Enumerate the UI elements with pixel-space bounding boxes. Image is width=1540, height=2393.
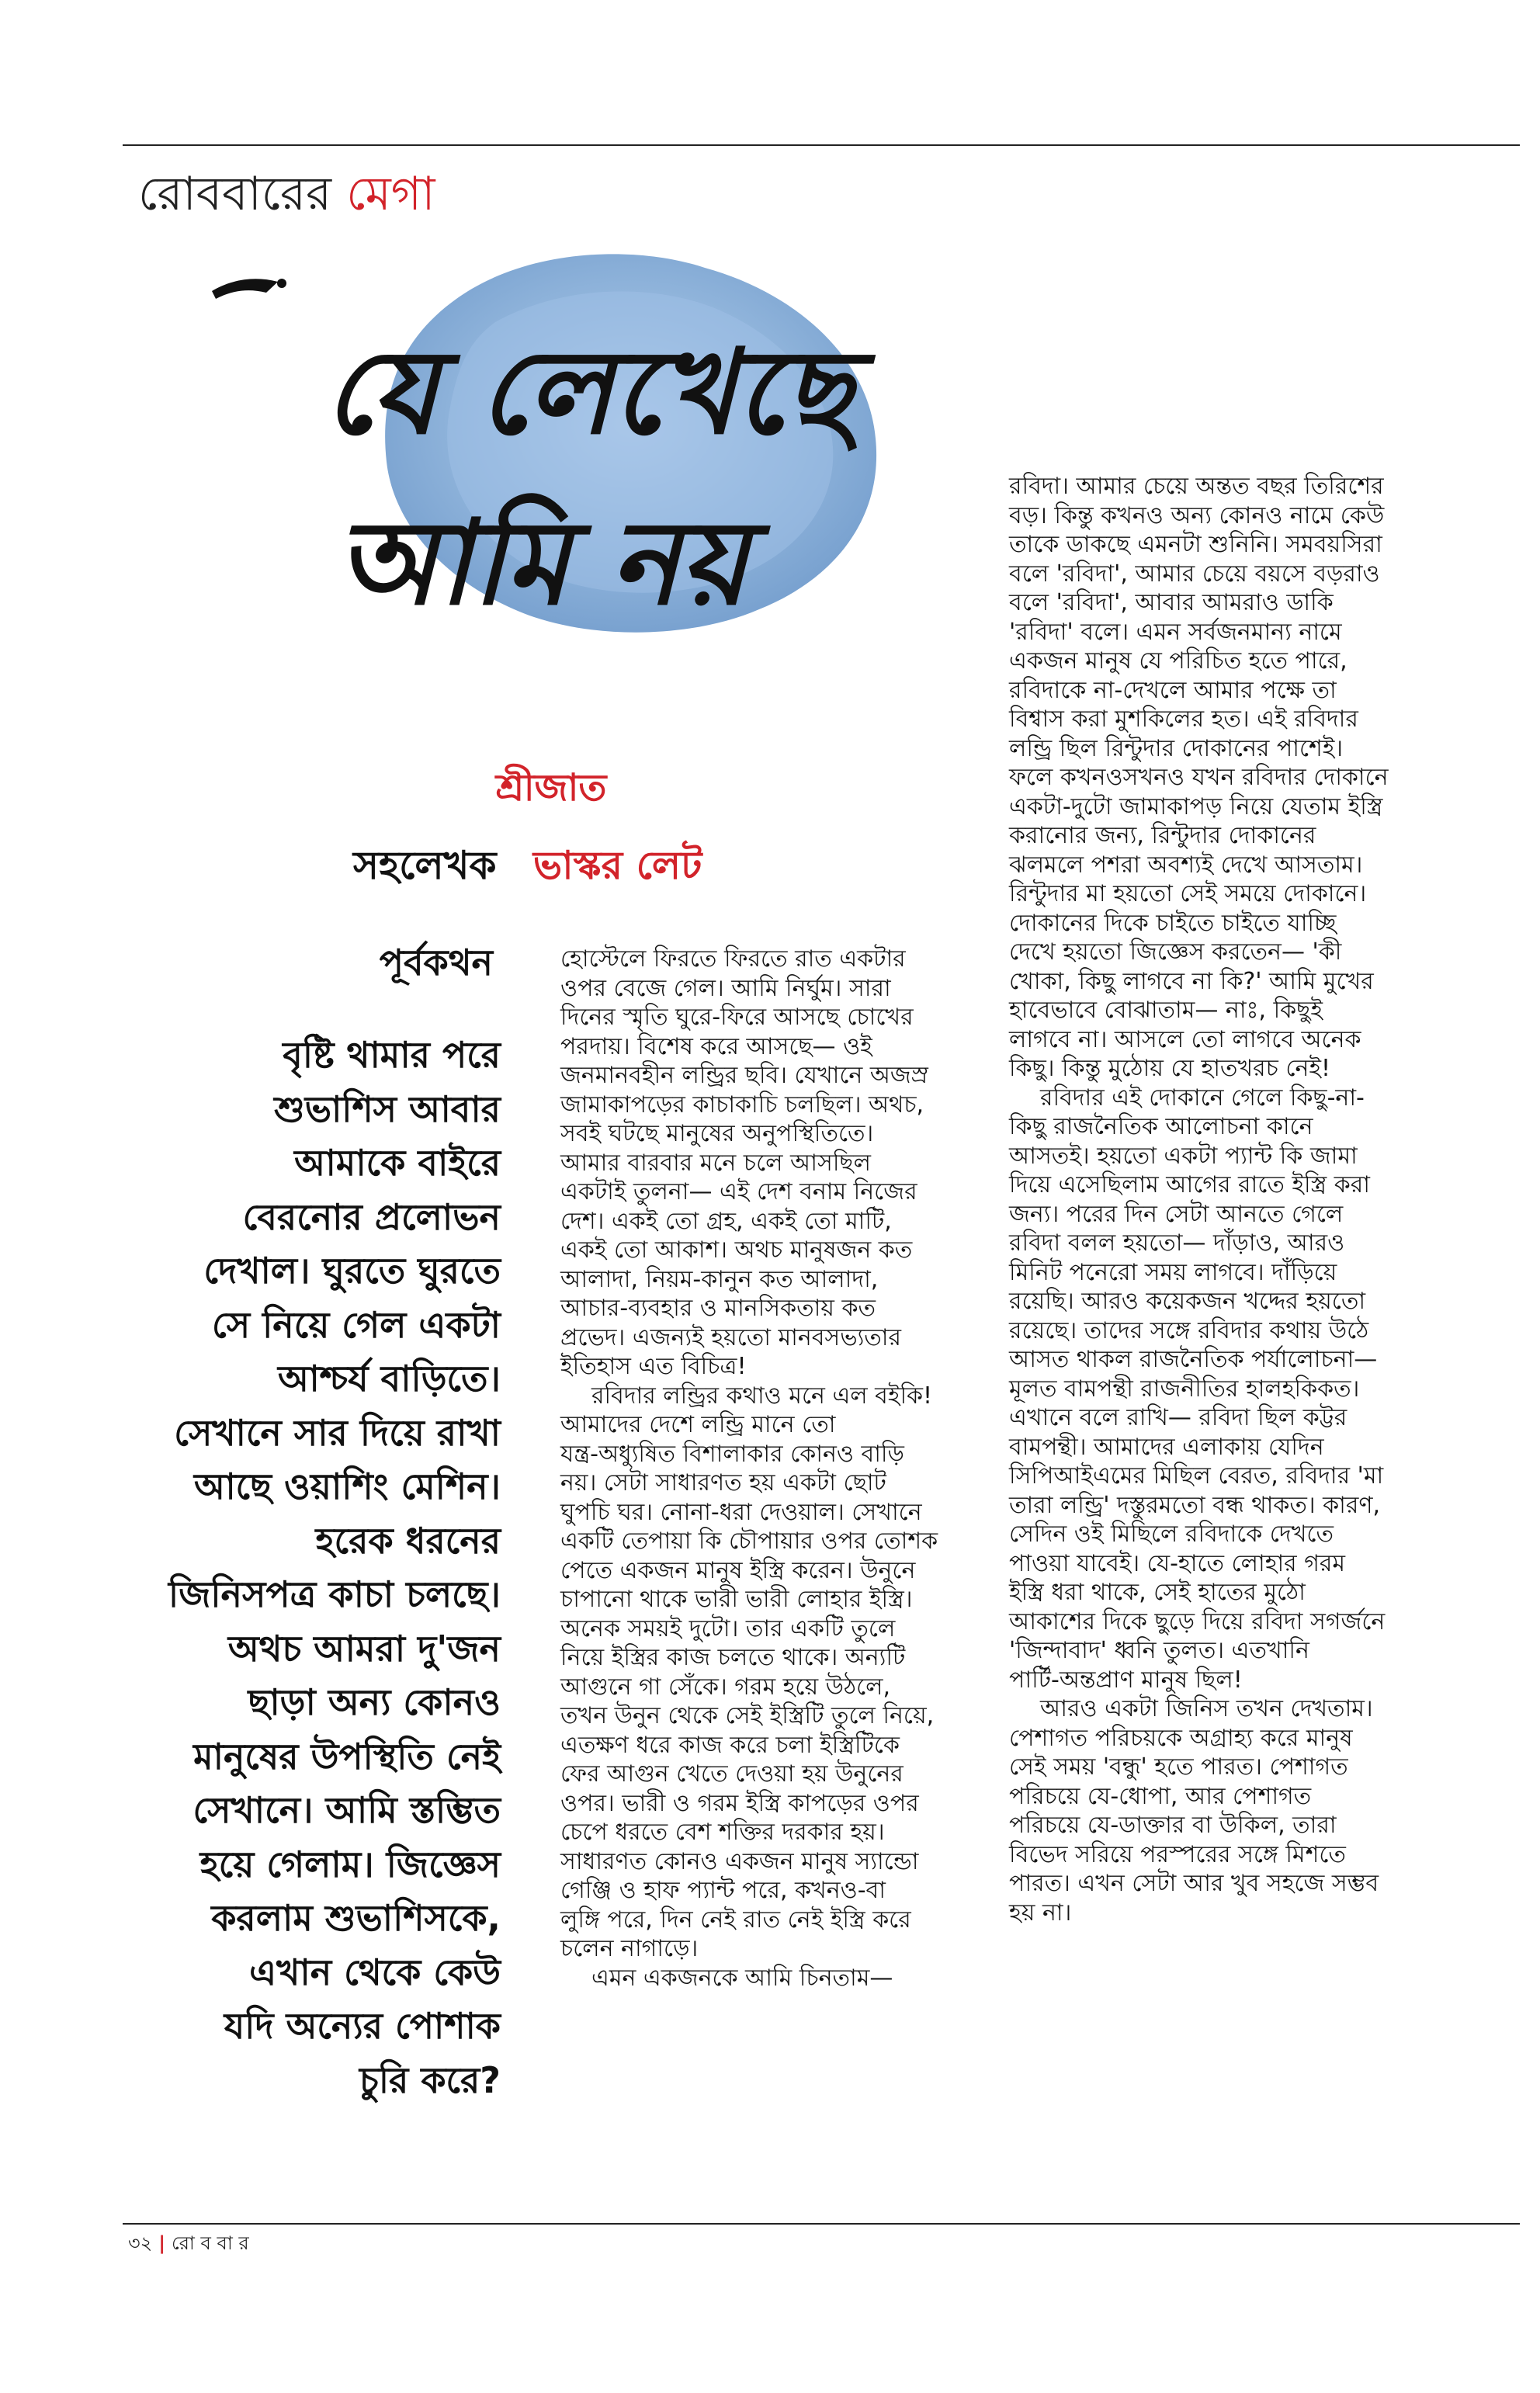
- pull-quote-line: আমাকে বাইরে: [294, 1142, 501, 1184]
- body-line: দিনের স্মৃতি ঘুরে-ফিরে আসছে চোখের: [560, 1004, 914, 1031]
- pull-quote-line: জিনিসপত্র কাচা চলছে।: [168, 1573, 501, 1615]
- bottom-rule: [123, 2223, 1520, 2225]
- pull-quote-line: যদি অন্যের পোশাক: [224, 2005, 501, 2047]
- body-line: আসতই। হয়তো একটা প্যান্ট কি জামা: [1009, 1142, 1358, 1170]
- pull-quote-line: দেখাল। ঘুরতে ঘুরতে: [203, 1250, 501, 1292]
- section-kicker: [138, 159, 435, 229]
- body-line: ঘুপচি ঘর। নোনা-ধরা দেওয়াল। সেখানে: [560, 1498, 922, 1526]
- body-line: রবিদাকে না-দেখলে আমার পক্ষে তা: [1009, 676, 1337, 704]
- pull-quote-line: সেখানে। আমি স্তম্ভিত: [192, 1789, 501, 1831]
- body-line: করানোর জন্য, রিন্টুদার দোকানের: [1009, 822, 1316, 849]
- page-footer: [128, 2228, 249, 2259]
- body-line: হয় না।: [1009, 1899, 1072, 1927]
- pull-quote-line: মানুষের উপস্থিতি নেই: [193, 1735, 501, 1777]
- body-line: সাধারণত কোনও একজন মানুষ স্যান্ডো: [560, 1847, 919, 1875]
- pull-quote-line: হরেক ধরনের: [315, 1519, 501, 1562]
- body-line: ইতিহাস এত বিচিত্র!: [560, 1353, 747, 1380]
- body-column-middle: [560, 945, 991, 1992]
- body-line: অনেক সময়ই দুটো। তার একটি তুলে: [560, 1614, 896, 1642]
- body-line: খোকা, কিছু লাগবে না কি?' আমি মুখের: [1009, 967, 1374, 995]
- body-line: প্রভেদ। এজন্যই হয়তো মানবসভ্যতার: [560, 1323, 902, 1351]
- body-line: পরিচয়ে যে-ধোপা, আর পেশাগত: [1009, 1782, 1312, 1810]
- body-line: তাকে ডাকছে এমনটা শুনিনি। সমবয়সিরা: [1009, 531, 1382, 558]
- body-line: একটা-দুটো জামাকাপড় নিয়ে যেতাম ইস্ত্রি: [1009, 792, 1383, 820]
- body-line: কিছু রাজনৈতিক আলোচনা কানে: [1009, 1113, 1313, 1140]
- body-line: একটি তেপায়া কি চৌপায়ার ওপর তোশক: [560, 1528, 938, 1555]
- body-line: বিভেদ সরিয়ে পরস্পরের সঙ্গে মিশতে: [1009, 1840, 1346, 1868]
- body-line: 'রবিদা' বলে। এমন সর্বজনমান্য নামে: [1009, 618, 1342, 646]
- body-line: তখন উনুন থেকে সেই ইস্ত্রিটি তুলে নিয়ে,: [560, 1702, 935, 1729]
- body-line: সিপিআইএমের মিছিল বেরত, রবিদার 'মা: [1009, 1462, 1384, 1490]
- body-line: ওপর। ভারী ও গরম ইস্ত্রি কাপড়ের ওপর: [560, 1789, 919, 1817]
- pull-quote-line: করলাম শুভাশিসকে,: [211, 1897, 501, 1939]
- body-line: জনমানবহীন লন্ড্রির ছবি। যেখানে অজস্র: [560, 1062, 928, 1089]
- body-line: কিছু। কিন্তু মুঠোয় যে হাতখরচ নেই!: [1009, 1055, 1331, 1082]
- body-line: ফলে কখনওসখনও যখন রবিদার দোকানে: [1009, 764, 1389, 791]
- pull-quote-line: এখান থেকে কেউ: [249, 1951, 501, 1993]
- body-line: ওপর বেজে গেল। আমি নির্ঘুম। সারা: [560, 974, 891, 1002]
- page-number: ৩২: [128, 2232, 153, 2254]
- pull-quote-line: আশ্চর্য বাড়িতে।: [277, 1358, 501, 1399]
- coauthor-line: [353, 838, 702, 893]
- body-line: 'জিন্দাবাদ' ধ্বনি তুলত। এতখানি: [1009, 1637, 1309, 1664]
- body-line: হোস্টেলে ফিরতে ফিরতে রাত একটার: [560, 945, 906, 973]
- pull-quote-line: অথচ আমরা দু'জন: [227, 1627, 501, 1670]
- body-line: জন্য। পরের দিন সেটা আনতে গেলে: [1009, 1200, 1344, 1228]
- body-line: সেদিন ওই মিছিলে রবিদাকে দেখতে: [1009, 1521, 1334, 1548]
- body-column-right: [1009, 472, 1444, 1927]
- body-line: একটাই তুলনা— এই দেশ বনাম নিজের: [560, 1178, 917, 1205]
- pull-quote-line: সে নিয়ে গেল একটা: [212, 1303, 501, 1346]
- body-line: রবিদার লন্ড্রির কথাও মনে এল বইকি!: [591, 1382, 933, 1410]
- body-line: পার্টি-অন্তপ্রাণ মানুষ ছিল!: [1009, 1666, 1243, 1694]
- body-line: আমাদের দেশে লন্ড্রি মানে তো: [560, 1411, 836, 1438]
- body-line: ফের আগুন খেতে দেওয়া হয় উনুনের: [560, 1760, 904, 1788]
- body-line: রবিদার এই দোকানে গেলে কিছু-না-: [1040, 1084, 1365, 1112]
- body-line: ঝলমলে পশরা অবশ্যই দেখে আসতাম।: [1009, 851, 1363, 879]
- title-line-1: যে লেখেছে: [323, 324, 854, 460]
- section-heading: পূর্বকথন: [379, 942, 493, 983]
- title-line-2: আমি নয়: [335, 494, 748, 631]
- body-line: রবিদা। আমার চেয়ে অন্তত বছর তিরিশের: [1009, 473, 1384, 500]
- body-line: পেতে একজন মানুষ ইস্ত্রি করেন। উনুনে: [560, 1556, 916, 1584]
- pull-quote-line: চুরি করে?: [359, 2058, 501, 2101]
- body-line: একই তো আকাশ। অথচ মানুষজন কত: [560, 1236, 913, 1264]
- body-line: রিন্টুদার মা হয়তো সেই সময়ে দোকানে।: [1009, 880, 1367, 907]
- footer-separator: |: [158, 2232, 165, 2254]
- body-line: লুঙ্গি পরে, দিন নেই রাত নেই ইস্ত্রি করে: [560, 1906, 911, 1933]
- body-line: চলেন নাগাড়ে।: [560, 1935, 699, 1962]
- body-line: রয়েছি। আরও কয়েকজন খদ্দের হয়তো: [1009, 1288, 1366, 1315]
- body-line: একজন মানুষ যে পরিচিত হতে পারে,: [1009, 647, 1348, 675]
- body-line: পারত। এখন সেটা আর খুব সহজে সম্ভব: [1009, 1870, 1379, 1897]
- kicker-prefix: রোববারের: [138, 167, 332, 221]
- body-line: সবই ঘটছে মানুষের অনুপস্থিতিতে।: [560, 1120, 874, 1147]
- kicker-accent: মেগা: [346, 167, 435, 221]
- body-line: এখানে বলে রাখি— রবিদা ছিল কট্টর: [1009, 1404, 1348, 1431]
- pull-quote-line: বেরনোর প্রলোভন: [242, 1195, 501, 1238]
- body-line: মূলত বামপন্থী রাজনীতির হালহকিকত।: [1009, 1375, 1360, 1403]
- body-line: আচার-ব্যবহার ও মানসিকতায় কত: [560, 1295, 876, 1322]
- magazine-name: রো ব বা র: [171, 2232, 249, 2254]
- body-line: আকাশের দিকে ছুড়ে দিয়ে রবিদা সগর্জনে: [1009, 1607, 1386, 1635]
- body-line: বলে 'রবিদা', আমার চেয়ে বয়সে বড়রাও: [1009, 560, 1380, 588]
- body-line: হাবেভাবে বোঝাতাম— নাঃ, কিছুই: [1009, 997, 1323, 1024]
- coauthor-name: ভাস্কর লেট: [532, 843, 702, 888]
- body-line: আলাদা, নিয়ম-কানুন কত আলাদা,: [560, 1265, 879, 1293]
- author-name: শ্রীজাত: [495, 766, 607, 810]
- pull-quote: [116, 1028, 501, 2107]
- body-line: আসত থাকল রাজনৈতিক পর্যালোচনা—: [1009, 1346, 1378, 1373]
- body-line: দিয়ে এসেছিলাম আগের রাতে ইস্ত্রি করা: [1009, 1171, 1370, 1198]
- body-line: যন্ত্র-অধ্যুষিত বিশালাকার কোনও বাড়ি: [560, 1440, 904, 1468]
- body-line: এতক্ষণ ধরে কাজ করে চলা ইস্ত্রিটিকে: [560, 1731, 900, 1759]
- pull-quote-line: সেখানে সার দিয়ে রাখা: [174, 1411, 501, 1454]
- body-line: রয়েছে। তাদের সঙ্গে রবিদার কথায় উঠে: [1009, 1316, 1369, 1344]
- body-line: বিশ্বাস করা মুশকিলের হত। এই রবিদার: [1009, 706, 1358, 733]
- body-line: মিনিট পনেরো সময় লাগবে। দাঁড়িয়ে: [1009, 1258, 1337, 1286]
- pull-quote-line: আছে ওয়াশিং মেশিন।: [193, 1465, 501, 1507]
- pull-quote-line: হয়ে গেলাম। জিজ্ঞেস: [199, 1843, 501, 1885]
- pull-quote-line: ছাড়া অন্য কোনও: [248, 1681, 501, 1723]
- body-line: সেই সময় 'বন্ধু' হতে পারত। পেশাগত: [1009, 1753, 1348, 1781]
- body-line: ইস্ত্রি ধরা থাকে, সেই হাতের মুঠো: [1009, 1579, 1306, 1606]
- body-line: আগুনে গা সেঁকে। গরম হয়ে উঠলে,: [560, 1673, 891, 1701]
- body-line: দোকানের দিকে চাইতে চাইতে যাচ্ছি: [1009, 909, 1337, 937]
- body-line: পাওয়া যাবেই। যে-হাতে লোহার গরম: [1009, 1549, 1346, 1577]
- body-line: বামপন্থী। আমাদের এলাকায় যেদিন: [1009, 1433, 1324, 1461]
- body-line: এমন একজনকে আমি চিনতাম—: [591, 1964, 893, 1992]
- body-line: গেঞ্জি ও হাফ প্যান্ট পরে, কখনও-বা: [560, 1877, 886, 1904]
- body-line: তারা লন্ড্রি' দস্তুরমতো বন্ধ থাকত। কারণ,: [1009, 1491, 1381, 1519]
- body-line: চেপে ধরতে বেশ শক্তির দরকার হয়।: [560, 1819, 885, 1846]
- body-line: আরও একটা জিনিস তখন দেখতাম।: [1040, 1695, 1373, 1722]
- coauthor-label: সহলেখক: [353, 843, 497, 888]
- body-line: রবিদা বলল হয়তো— দাঁড়াও, আরও: [1009, 1229, 1345, 1257]
- body-line: পরিচয়ে যে-ডাক্তার বা উকিল, তারা: [1009, 1812, 1337, 1839]
- title-artwork: [200, 237, 899, 741]
- body-line: বড়। কিন্তু কখনও অন্য কোনও নামে কেউ: [1009, 501, 1385, 529]
- body-line: বলে 'রবিদা', আবার আমরাও ডাকি: [1009, 589, 1334, 616]
- body-line: পেশাগত পরিচয়কে অগ্রাহ্য করে মানুষ: [1009, 1724, 1353, 1752]
- pull-quote-line: বৃষ্টি থামার পরে: [283, 1034, 501, 1076]
- body-line: দেখে হয়তো জিজ্ঞেস করতেন— 'কী: [1009, 938, 1342, 966]
- top-rule: [123, 144, 1520, 146]
- body-line: জামাকাপড়ের কাচাকাচি চলছিল। অথচ,: [560, 1091, 924, 1118]
- body-line: নয়। সেটা সাধারণত হয় একটা ছোট: [560, 1469, 886, 1496]
- body-line: আমার বারবার মনে চলে আসছিল: [560, 1149, 871, 1177]
- body-line: পরদায়। বিশেষ করে আসছে— ওই: [560, 1032, 872, 1060]
- pull-quote-line: শুভাশিস আবার: [274, 1087, 501, 1130]
- body-line: নিয়ে ইস্ত্রির কাজ চলতে থাকে। অন্যটি: [560, 1644, 906, 1671]
- body-line: দেশ। একই তো গ্রহ, একই তো মাটি,: [560, 1207, 892, 1235]
- body-line: লাগবে না। আসলে তো লাগবে অনেক: [1009, 1025, 1361, 1053]
- body-line: লন্ড্রি ছিল রিন্টুদার দোকানের পাশেই।: [1009, 734, 1344, 762]
- body-line: চাপানো থাকে ভারী ভারী লোহার ইস্ত্রি।: [560, 1586, 913, 1613]
